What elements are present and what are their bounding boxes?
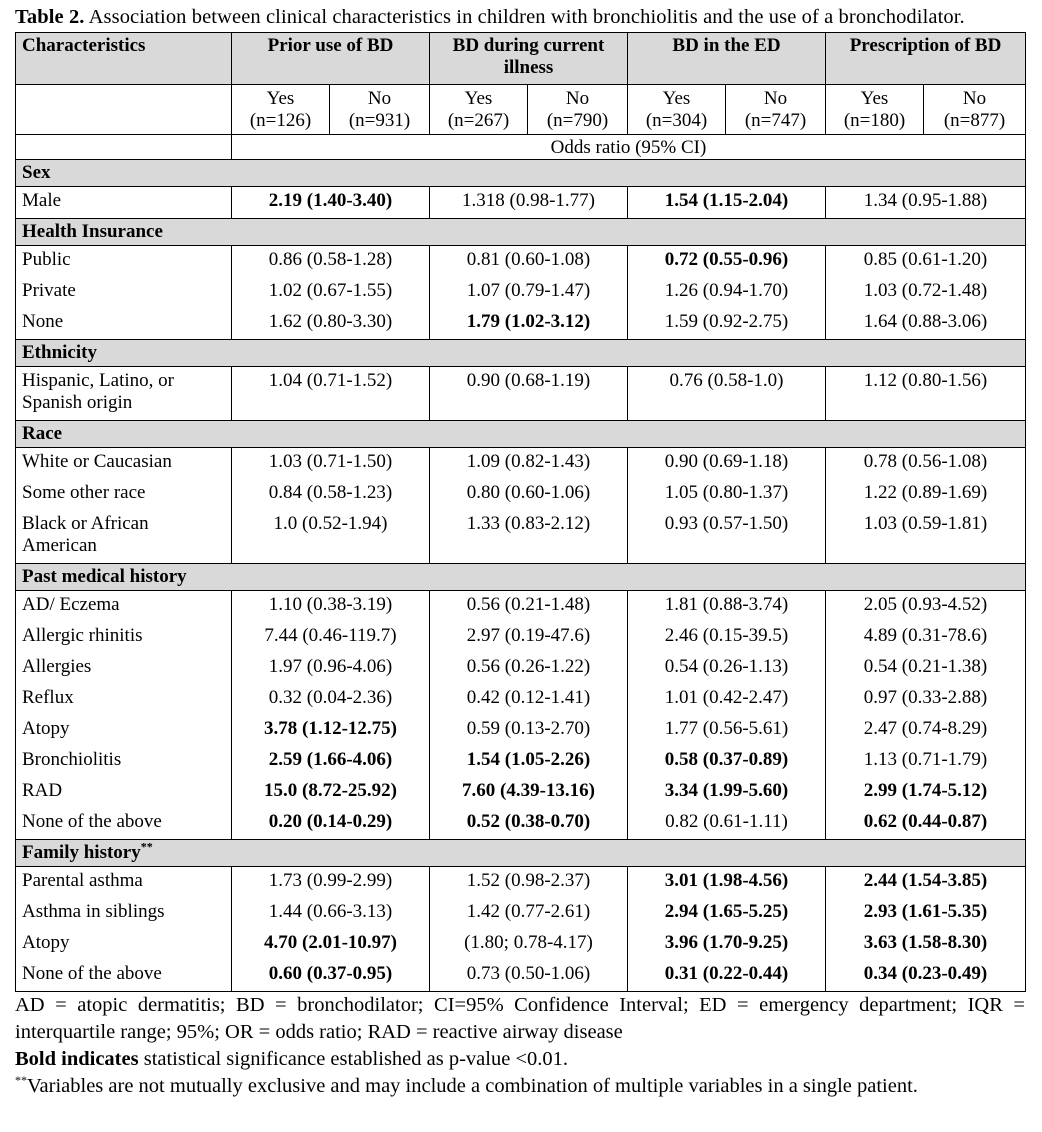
table-row xyxy=(16,510,1026,564)
section-title-text: Race xyxy=(22,423,63,444)
odds-ratio-cell: 1.22 (0.89-1.69) xyxy=(826,479,1026,510)
odds-ratio-cell: 1.03 (0.71-1.50) xyxy=(232,448,430,480)
footnote-text: Variables are not mutually exclusive and may include a combination of multiple variables in a single patient. xyxy=(27,1075,918,1097)
header-group: BD in the ED xyxy=(628,33,826,85)
header-subcol xyxy=(232,85,330,135)
section-row xyxy=(16,840,1026,867)
row-label: White or Caucasian xyxy=(16,448,232,480)
odds-ratio-cell: 2.05 (0.93-4.52) xyxy=(826,591,1026,623)
odds-ratio-cell: 2.46 (0.15-39.5) xyxy=(628,622,826,653)
odds-ratio-cell: 0.82 (0.61-1.11) xyxy=(628,808,826,840)
header-subcol xyxy=(726,85,826,135)
odds-ratio-cell: 0.31 (0.22-0.44) xyxy=(628,960,826,992)
odds-ratio-cell: 2.94 (1.65-5.25) xyxy=(628,898,826,929)
subcol-label: Yes xyxy=(464,88,493,109)
footer-abbreviations: AD = atopic dermatitis; BD = bronchodilator; CI=95% Confidence Interval; ED = emergency department; IQR = interquartile range; 95%; OR = odds ratio; RAD = reactive airway disease xyxy=(15,994,1025,1043)
header-subcol xyxy=(330,85,430,135)
odds-ratio-cell: 0.42 (0.12-1.41) xyxy=(430,684,628,715)
section-title xyxy=(16,564,1026,591)
section-row xyxy=(16,340,1026,367)
table-row xyxy=(16,448,1026,480)
table-row xyxy=(16,960,1026,992)
odds-ratio-cell: 0.93 (0.57-1.50) xyxy=(628,510,826,564)
odds-ratio-cell: 0.78 (0.56-1.08) xyxy=(826,448,1026,480)
odds-ratio-cell: 1.0 (0.52-1.94) xyxy=(232,510,430,564)
odds-ratio-cell: 7.44 (0.46-119.7) xyxy=(232,622,430,653)
odds-ratio-cell: 0.54 (0.26-1.13) xyxy=(628,653,826,684)
odds-ratio-cell: 1.81 (0.88-3.74) xyxy=(628,591,826,623)
section-row xyxy=(16,564,1026,591)
odds-ratio-cell: 4.89 (0.31-78.6) xyxy=(826,622,1026,653)
table-row xyxy=(16,715,1026,746)
row-label: Private xyxy=(16,277,232,308)
odds-ratio-cell: 2.99 (1.74-5.12) xyxy=(826,777,1026,808)
odds-ratio-cell: 0.90 (0.68-1.19) xyxy=(430,367,628,421)
footer-bold-rest: statistical significance established as p-value <0.01. xyxy=(138,1048,569,1070)
header-group: Prescription of BD xyxy=(826,33,1026,85)
odds-ratio-table xyxy=(15,32,1026,992)
table-row xyxy=(16,867,1026,899)
subcol-label: Yes xyxy=(662,88,691,109)
row-label: Allergic rhinitis xyxy=(16,622,232,653)
odds-ratio-cell: 1.26 (0.94-1.70) xyxy=(628,277,826,308)
odds-ratio-cell: 0.86 (0.58-1.28) xyxy=(232,246,430,278)
odds-ratio-cell: 7.60 (4.39-13.16) xyxy=(430,777,628,808)
row-label: Male xyxy=(16,187,232,219)
row-label: Atopy xyxy=(16,929,232,960)
odds-ratio-cell: 1.33 (0.83-2.12) xyxy=(430,510,628,564)
section-title xyxy=(16,219,1026,246)
odds-ratio-cell: 1.05 (0.80-1.37) xyxy=(628,479,826,510)
header-row-measure xyxy=(16,135,1026,160)
odds-ratio-cell: 1.02 (0.67-1.55) xyxy=(232,277,430,308)
header-measure: Odds ratio (95% CI) xyxy=(232,135,1026,160)
odds-ratio-cell: 1.77 (0.56-5.61) xyxy=(628,715,826,746)
odds-ratio-cell: 0.76 (0.58-1.0) xyxy=(628,367,826,421)
table-row xyxy=(16,479,1026,510)
row-label: Bronchiolitis xyxy=(16,746,232,777)
odds-ratio-cell: 0.84 (0.58-1.23) xyxy=(232,479,430,510)
caption-text: Association between clinical characteristics in children with bronchiolitis and the use of a bronchodilator. xyxy=(84,6,965,28)
odds-ratio-cell: 0.81 (0.60-1.08) xyxy=(430,246,628,278)
table-row xyxy=(16,684,1026,715)
odds-ratio-cell: 4.70 (2.01-10.97) xyxy=(232,929,430,960)
footnote-mark: ** xyxy=(15,1073,27,1088)
section-row xyxy=(16,421,1026,448)
header-characteristics: Characteristics xyxy=(16,33,232,85)
odds-ratio-cell: 1.13 (0.71-1.79) xyxy=(826,746,1026,777)
subcol-n: (n=304) xyxy=(645,110,708,131)
odds-ratio-cell: 3.63 (1.58-8.30) xyxy=(826,929,1026,960)
odds-ratio-cell: 0.34 (0.23-0.49) xyxy=(826,960,1026,992)
header-blank xyxy=(16,85,232,135)
section-row xyxy=(16,160,1026,187)
section-title-text: Sex xyxy=(22,162,51,183)
odds-ratio-cell: 0.32 (0.04-2.36) xyxy=(232,684,430,715)
table-row xyxy=(16,622,1026,653)
row-label: Public xyxy=(16,246,232,278)
section-title-text: Ethnicity xyxy=(22,342,97,363)
odds-ratio-cell: 0.60 (0.37-0.95) xyxy=(232,960,430,992)
section-title-text: Health Insurance xyxy=(22,221,163,242)
odds-ratio-cell: 1.318 (0.98-1.77) xyxy=(430,187,628,219)
odds-ratio-cell: 1.03 (0.72-1.48) xyxy=(826,277,1026,308)
row-label: Parental asthma xyxy=(16,867,232,899)
subcol-n: (n=126) xyxy=(249,110,312,131)
table-body xyxy=(16,160,1026,992)
subcol-label: No xyxy=(367,88,392,109)
row-label: Hispanic, Latino, or Spanish origin xyxy=(16,367,232,421)
odds-ratio-cell: 1.62 (0.80-3.30) xyxy=(232,308,430,340)
header-subcol xyxy=(924,85,1026,135)
odds-ratio-cell: 0.85 (0.61-1.20) xyxy=(826,246,1026,278)
subcol-label: No xyxy=(962,88,987,109)
table-caption xyxy=(15,4,1025,30)
odds-ratio-cell: 0.72 (0.55-0.96) xyxy=(628,246,826,278)
subcol-label: No xyxy=(565,88,590,109)
header-row-subcols xyxy=(16,85,1026,135)
row-label: None of the above xyxy=(16,960,232,992)
table-row xyxy=(16,808,1026,840)
odds-ratio-cell: 3.78 (1.12-12.75) xyxy=(232,715,430,746)
odds-ratio-cell: 2.93 (1.61-5.35) xyxy=(826,898,1026,929)
row-label: None of the above xyxy=(16,808,232,840)
footer-footnote xyxy=(15,1073,1025,1100)
odds-ratio-cell: 2.47 (0.74-8.29) xyxy=(826,715,1026,746)
odds-ratio-cell: 2.97 (0.19-47.6) xyxy=(430,622,628,653)
odds-ratio-cell: 1.54 (1.15-2.04) xyxy=(628,187,826,219)
odds-ratio-cell: 1.03 (0.59-1.81) xyxy=(826,510,1026,564)
subcol-n: (n=790) xyxy=(546,110,609,131)
odds-ratio-cell: 0.97 (0.33-2.88) xyxy=(826,684,1026,715)
odds-ratio-cell: 0.52 (0.38-0.70) xyxy=(430,808,628,840)
odds-ratio-cell: 1.52 (0.98-2.37) xyxy=(430,867,628,899)
table-row xyxy=(16,591,1026,623)
subcol-label: Yes xyxy=(860,88,889,109)
subcol-n: (n=877) xyxy=(943,110,1006,131)
footer-bold-note xyxy=(15,1046,1025,1073)
row-label: Atopy xyxy=(16,715,232,746)
table-row xyxy=(16,777,1026,808)
odds-ratio-cell: 3.34 (1.99-5.60) xyxy=(628,777,826,808)
table-footer xyxy=(15,992,1025,1100)
table-row xyxy=(16,898,1026,929)
odds-ratio-cell: 1.79 (1.02-3.12) xyxy=(430,308,628,340)
subcol-n: (n=747) xyxy=(744,110,807,131)
row-label: Black or African American xyxy=(16,510,232,564)
table-row xyxy=(16,246,1026,278)
row-label: Allergies xyxy=(16,653,232,684)
odds-ratio-cell: 1.64 (0.88-3.06) xyxy=(826,308,1026,340)
header-subcol xyxy=(528,85,628,135)
header-row-groups xyxy=(16,33,1026,85)
header-blank xyxy=(16,135,232,160)
odds-ratio-cell: 0.20 (0.14-0.29) xyxy=(232,808,430,840)
odds-ratio-cell: 15.0 (8.72-25.92) xyxy=(232,777,430,808)
odds-ratio-cell: 1.34 (0.95-1.88) xyxy=(826,187,1026,219)
odds-ratio-cell: 0.80 (0.60-1.06) xyxy=(430,479,628,510)
odds-ratio-cell: 1.44 (0.66-3.13) xyxy=(232,898,430,929)
table-row xyxy=(16,308,1026,340)
table-row xyxy=(16,653,1026,684)
section-title-text: Family history xyxy=(22,842,141,863)
caption-label: Table 2. xyxy=(15,6,85,28)
subcol-n: (n=931) xyxy=(348,110,411,131)
footer-bold-lead: Bold indicates xyxy=(15,1048,139,1070)
odds-ratio-cell: 1.42 (0.77-2.61) xyxy=(430,898,628,929)
odds-ratio-cell: 1.04 (0.71-1.52) xyxy=(232,367,430,421)
row-label: Some other race xyxy=(16,479,232,510)
odds-ratio-cell: 1.73 (0.99-2.99) xyxy=(232,867,430,899)
row-label: Asthma in siblings xyxy=(16,898,232,929)
odds-ratio-cell: 0.54 (0.21-1.38) xyxy=(826,653,1026,684)
row-label: AD/ Eczema xyxy=(16,591,232,623)
subcol-n: (n=267) xyxy=(447,110,510,131)
subcol-n: (n=180) xyxy=(843,110,906,131)
section-title xyxy=(16,840,1026,867)
odds-ratio-cell: 1.07 (0.79-1.47) xyxy=(430,277,628,308)
odds-ratio-cell: 0.62 (0.44-0.87) xyxy=(826,808,1026,840)
table-figure xyxy=(15,4,1025,1100)
odds-ratio-cell: 1.59 (0.92-2.75) xyxy=(628,308,826,340)
odds-ratio-cell: 0.73 (0.50-1.06) xyxy=(430,960,628,992)
section-title xyxy=(16,340,1026,367)
odds-ratio-cell: 0.58 (0.37-0.89) xyxy=(628,746,826,777)
row-label: None xyxy=(16,308,232,340)
odds-ratio-cell: 3.01 (1.98-4.56) xyxy=(628,867,826,899)
header-subcol xyxy=(826,85,924,135)
table-row xyxy=(16,746,1026,777)
section-row xyxy=(16,219,1026,246)
odds-ratio-cell: 0.59 (0.13-2.70) xyxy=(430,715,628,746)
header-subcol xyxy=(628,85,726,135)
header-subcol xyxy=(430,85,528,135)
odds-ratio-cell: 1.12 (0.80-1.56) xyxy=(826,367,1026,421)
odds-ratio-cell: 2.59 (1.66-4.06) xyxy=(232,746,430,777)
row-label: RAD xyxy=(16,777,232,808)
subcol-label: No xyxy=(763,88,788,109)
table-row xyxy=(16,367,1026,421)
table-row xyxy=(16,277,1026,308)
odds-ratio-cell: 2.19 (1.40-3.40) xyxy=(232,187,430,219)
odds-ratio-cell: 2.44 (1.54-3.85) xyxy=(826,867,1026,899)
odds-ratio-cell: 1.54 (1.05-2.26) xyxy=(430,746,628,777)
row-label: Reflux xyxy=(16,684,232,715)
section-title xyxy=(16,421,1026,448)
odds-ratio-cell: 3.96 (1.70-9.25) xyxy=(628,929,826,960)
odds-ratio-cell: 0.56 (0.21-1.48) xyxy=(430,591,628,623)
odds-ratio-cell: 1.97 (0.96-4.06) xyxy=(232,653,430,684)
odds-ratio-cell: 1.01 (0.42-2.47) xyxy=(628,684,826,715)
odds-ratio-cell: 0.56 (0.26-1.22) xyxy=(430,653,628,684)
odds-ratio-cell: (1.80; 0.78-4.17) xyxy=(430,929,628,960)
table-row xyxy=(16,929,1026,960)
section-title xyxy=(16,160,1026,187)
odds-ratio-cell: 1.09 (0.82-1.43) xyxy=(430,448,628,480)
section-title-sup: ** xyxy=(140,839,153,854)
odds-ratio-cell: 1.10 (0.38-3.19) xyxy=(232,591,430,623)
section-title-text: Past medical history xyxy=(22,566,187,587)
header-group: Prior use of BD xyxy=(232,33,430,85)
table-row xyxy=(16,187,1026,219)
subcol-label: Yes xyxy=(266,88,295,109)
odds-ratio-cell: 0.90 (0.69-1.18) xyxy=(628,448,826,480)
header-group: BD during current illness xyxy=(430,33,628,85)
